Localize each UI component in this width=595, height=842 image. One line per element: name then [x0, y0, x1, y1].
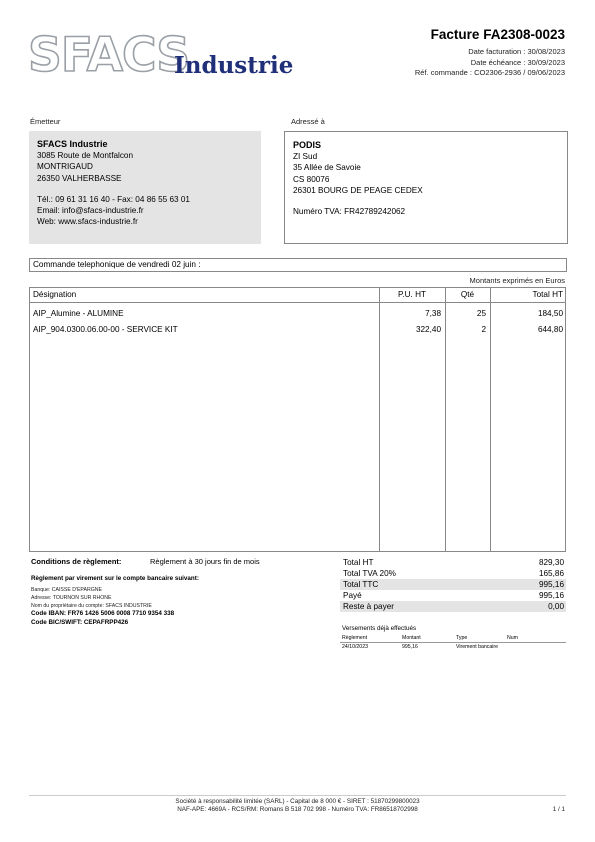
page-number: 1 / 1 [552, 806, 565, 813]
emitter-phone: Tél.: 09 61 31 16 40 - Fax: 04 86 55 63 01 [37, 194, 190, 204]
total-ht-row [340, 557, 566, 568]
logo-subtitle: Industrie [174, 52, 294, 79]
recipient-address3: CS 80076 [293, 174, 330, 184]
row-designation: AIP_904.0300.06.00-00 - SERVICE KIT [33, 325, 178, 334]
emitter-web: Web: www.sfacs-industrie.fr [37, 217, 138, 227]
header-pu: P.U. HT [397, 290, 427, 299]
total-ttc-row [340, 579, 566, 590]
conditions-value: Règlement à 30 jours fin de mois [150, 557, 260, 566]
emitter-address1: 3085 Route de Montfalcon [37, 151, 134, 161]
emitter-email: Email: info@sfacs-industrie.fr [37, 206, 144, 216]
recipient-box [284, 131, 568, 244]
bank-owner: Nom du propriétaire du compte: SFACS INDUSTRIE [31, 603, 152, 609]
recipient-tva: Numéro TVA: FR42789242062 [293, 207, 406, 217]
emitter-box [29, 131, 261, 244]
amounts-note: Montants exprimés en Euros [469, 276, 565, 285]
footer-divider [29, 795, 566, 796]
row-qty: 2 [481, 325, 486, 334]
recipient-label: Adressé à [291, 117, 325, 126]
items-table [29, 287, 566, 552]
row-qty: 25 [476, 309, 486, 318]
payments-header-type: Type [456, 635, 468, 641]
row-pu: 322,40 [415, 325, 441, 334]
row-designation: AIP_Alumine - ALUMINE [33, 309, 124, 318]
payment-type: Virement bancaire [456, 644, 499, 650]
logo-brand: SFACS [28, 28, 190, 83]
total-value: 995,16 [538, 580, 564, 589]
header-qty: Qté [460, 290, 475, 299]
total-label: Payé [343, 591, 362, 600]
emitter-address2: MONTRIGAUD [37, 162, 93, 172]
invoice-title: Facture FA2308-0023 [430, 27, 565, 42]
total-label: Reste à payer [343, 602, 394, 611]
payments-header-reglement: Règlement [342, 635, 368, 641]
total-value: 829,30 [538, 558, 564, 567]
total-tva-row [340, 568, 566, 579]
header-designation: Désignation [33, 290, 77, 299]
footer-line1: Société à responsabilité limitée (SARL) - Capital de 8 000 € - SIRET : 51870299800023 [175, 798, 420, 805]
recipient-address1: ZI Sud [293, 152, 318, 162]
recipient-address4: 26301 BOURG DE PEAGE CEDEX [293, 185, 423, 195]
date-echeance: Date échéance : 30/09/2023 [470, 57, 565, 67]
ref-commande: Réf. commande : CO2306-2936 / 09/06/2023 [414, 68, 565, 77]
bank-address: Adresse: TOURNON SUR RHONE [31, 595, 112, 601]
total-label: Total HT [343, 558, 374, 567]
total-label: Total TTC [343, 580, 379, 589]
payments-title: Versements déjà effectués [342, 625, 417, 632]
row-pu: 7,38 [425, 309, 441, 318]
total-value: 995,16 [538, 591, 564, 600]
bank-title: Règlement par virement sur le compte bancaire suivant: [31, 575, 199, 582]
company-logo [28, 28, 294, 83]
payments-header-num: Num [507, 635, 518, 641]
total-value: 165,86 [538, 569, 564, 578]
recipient-address2: 35 Allée de Savoie [293, 163, 361, 173]
order-note: Commande telephonique de vendredi 02 juin : [33, 260, 201, 269]
payment-montant: 995,16 [402, 644, 418, 650]
total-label: Total TVA 20% [343, 569, 396, 578]
payments-header [340, 634, 566, 643]
emitter-label: Émetteur [30, 117, 61, 126]
date-facturation: Date facturation : 30/08/2023 [468, 47, 565, 56]
payments-header-montant: Montant [402, 635, 421, 641]
bank-iban: Code IBAN: FR76 1426 5006 0008 7710 9354 338 [31, 610, 175, 617]
row-total: 184,50 [537, 309, 563, 318]
payment-row [340, 643, 566, 651]
conditions-label: Conditions de règlement: [31, 557, 122, 566]
emitter-address3: 26350 VALHERBASSE [37, 173, 122, 183]
header-total: Total HT [532, 290, 563, 299]
payment-reglement: 24/10/2023 [342, 644, 368, 650]
bank-bic: Code BIC/SWIFT: CEPAFRPP426 [31, 619, 129, 626]
emitter-name: SFACS Industrie [37, 139, 108, 149]
order-note-box [29, 258, 567, 272]
total-remaining-row [340, 601, 566, 612]
invoice-meta [415, 47, 565, 79]
recipient-name: PODIS [293, 140, 322, 150]
total-value: 0,00 [548, 602, 564, 611]
total-paid-row [340, 590, 566, 601]
bank-name: Banque: CAISSE D'EPARGNE [31, 587, 102, 593]
footer-line2: NAF-APE: 4669A - RCS/RM: Romans B 518 702 998 - Numéro TVA: FR86518702998 [177, 806, 418, 813]
row-total: 644,80 [537, 325, 563, 334]
